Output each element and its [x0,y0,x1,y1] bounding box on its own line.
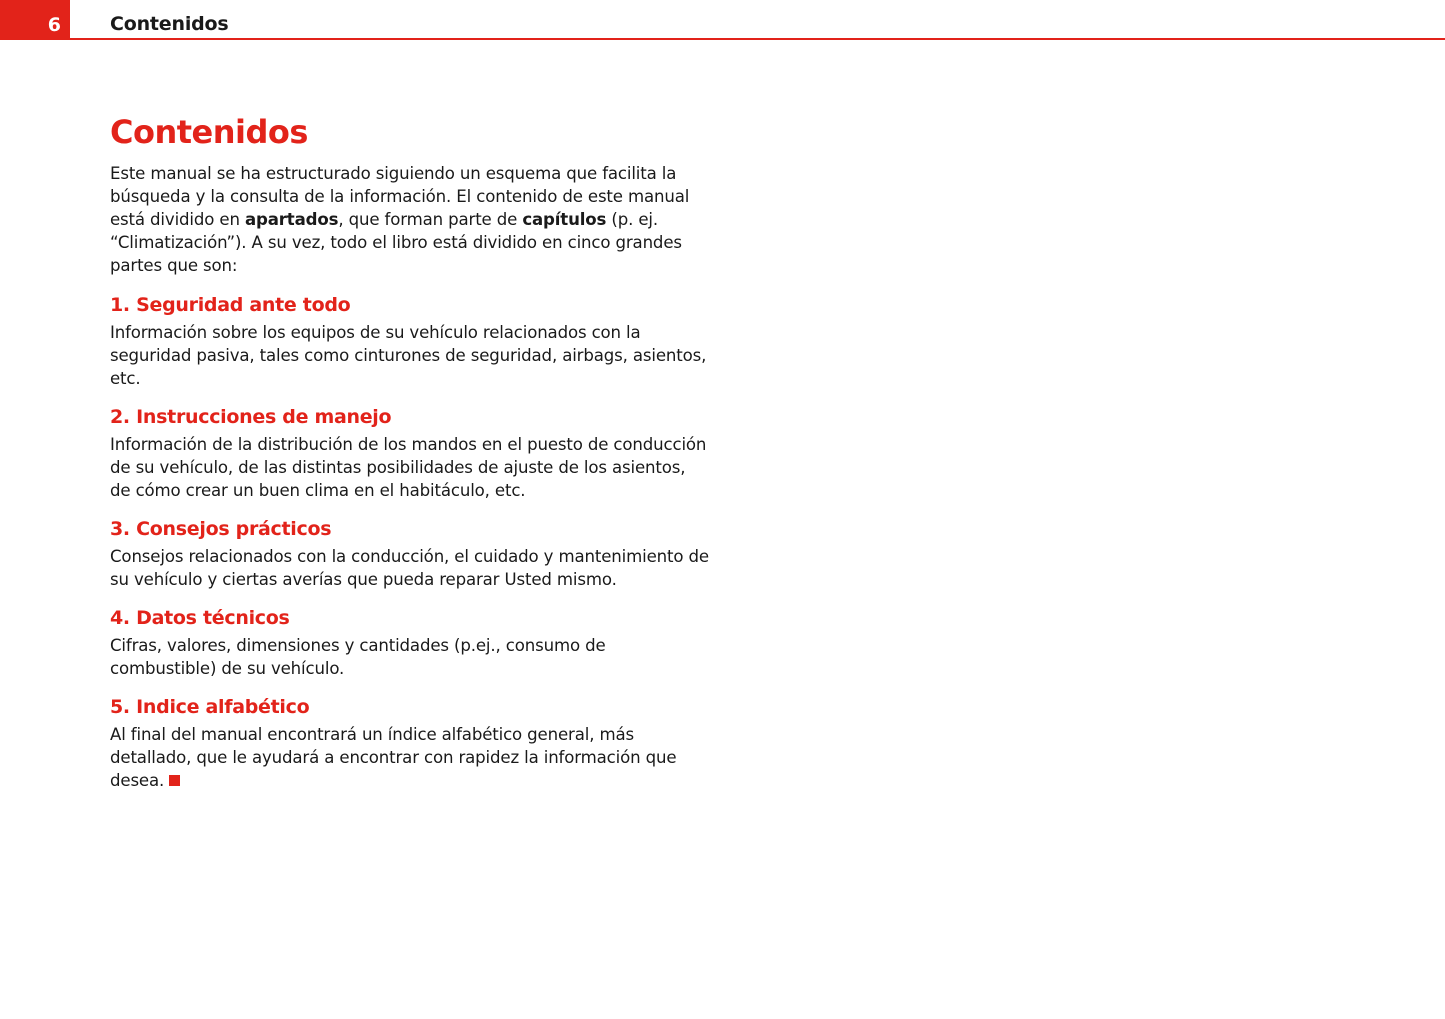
section-text: Información sobre los equipos de su vehículo relacionados con la seguridad pasiva, tales como cinturones de seguridad, airbags, asientos, etc. [110,323,707,388]
section-heading: 5. Indice alfabético [110,696,310,718]
section-heading: 1. Seguridad ante todo [110,294,351,316]
page-header [0,0,1445,42]
intro-bold-apartados: apartados [244,210,339,229]
page-number: 6 [47,14,61,36]
header-divider [0,38,1445,40]
main-content [110,110,710,806]
section-text-last [110,723,710,792]
intro-text-3: (p. ej. “Climatización”). A su vez, todo el libro está dividido en cinco grandes partes que son: [110,210,682,275]
section-heading: 2. Instrucciones de manejo [110,406,392,428]
intro-bold-capitulos: capítulos [522,210,607,229]
section-text: Cifras, valores, dimensiones y cantidades (p.ej., consumo de combustible) de su vehículo. [110,636,606,678]
section-text: Consejos relacionados con la conducción, el cuidado y mantenimiento de su vehículo y ciertas averías que pueda reparar Usted mismo. [110,547,709,589]
section-instrucciones [110,404,710,502]
page-title: Contenidos [110,113,308,151]
intro-paragraph [110,162,710,277]
section-seguridad [110,292,710,390]
section-datos [110,605,710,680]
intro-text-1: Este manual se ha estructurado siguiendo un esquema que facilita la búsqueda y la consulta de la información. El contenido de este manual está dividido en [110,164,690,229]
section-consejos [110,516,710,591]
red-square-end-icon [169,775,180,786]
intro-text-2: , que forman parte de [338,210,523,229]
page-number-badge [0,0,70,40]
section-indice [110,694,710,792]
section-text: Información de la distribución de los mandos en el puesto de conducción de su vehículo, de las distintas posibilidades de ajuste de los asientos, de cómo crear un buen clima en el habitáculo, etc. [110,435,707,500]
running-header-title: Contenidos [110,13,229,35]
section-heading: 4. Datos técnicos [110,607,290,629]
section-heading: 3. Consejos prácticos [110,518,332,540]
section-text: Al final del manual encontrará un índice alfabético general, más detallado, que le ayudará a encontrar con rapidez la información que desea. [110,725,677,790]
